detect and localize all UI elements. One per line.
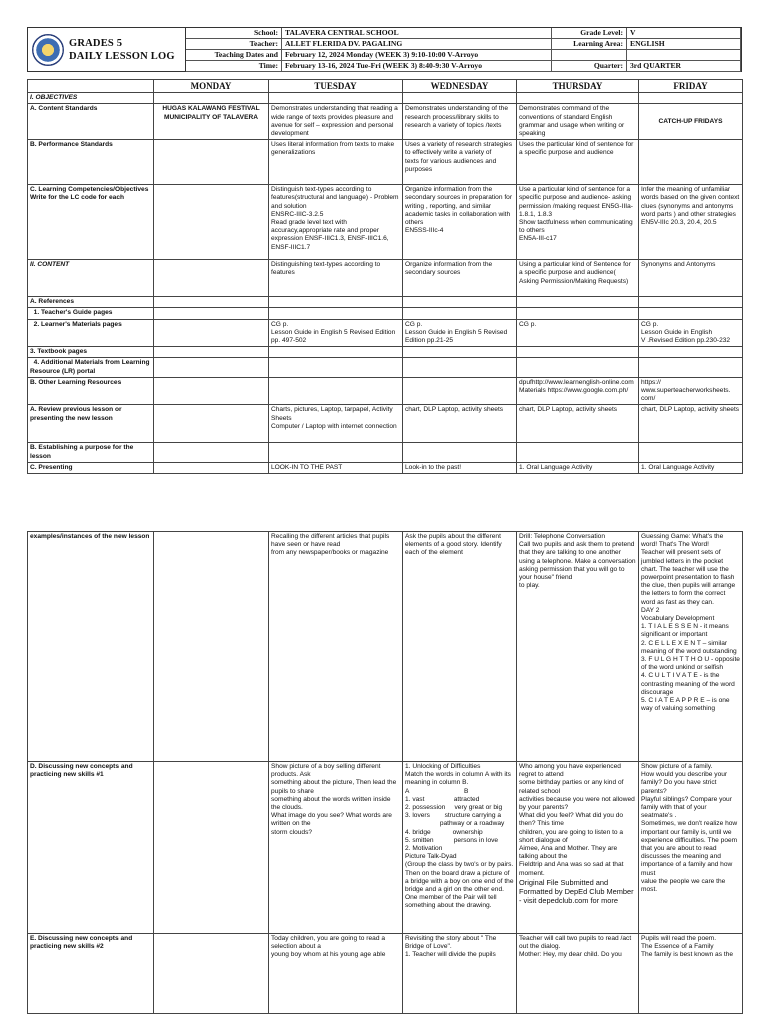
cell-monday [154,762,269,934]
cell-friday [639,347,743,358]
cell-tuesday [269,308,403,319]
title-log: DAILY LESSON LOG [69,50,175,62]
cell-text: chart, DLP Laptop, activity sheets [405,406,504,414]
cell-text: CG p. Lesson Guide in English 5 Revised Edition pp.21-25 [405,320,508,345]
table-row [28,532,743,762]
cell-thursday [517,93,639,104]
cell-friday [639,762,743,934]
cell-monday [154,319,269,347]
area-value: ENGLISH [627,39,741,50]
cell-text: 1. Oral Language Activity [519,463,593,471]
cell-wednesday [403,762,517,934]
row-label: B. Other Learning Resources [28,377,154,405]
cell-text: 1. Unlocking of Difficulties Match the words in column A with its meaning in column B. A B 1. vast attracted 2. possession very great or big 3. lovers structure carrying a pathway or a roadway 4. bridge ownership 5. smitten persons in love 2. Motivation Picture Talk-Dyad (Group the class by two's or by pairs. Then on the board draw a picture of a bridge with a boy on one end of the bridge and a girl on the other end. One member of the Pair will tell something about the drawing. [405,763,514,910]
row-label: 4. Additional Materials from Learning Resource (LR) portal [28,358,154,377]
cell-text: Who among you have experienced regret to attend some birthday parties or any kind of related school activities because you were not allowed by your parents? What did you feel? What did you do then? This time children, you are going to listen to a short dialogue of Aimee, Ana and Mother. They are talking about the Fieldtrip and Ana was so sad at that moment. [519,763,635,877]
cell-text: Charts, pictures, Laptop, tarpapel, Activity Sheets Computer / Laptop with internet connection [271,406,397,430]
cell-friday [639,377,743,405]
day-header-tuesday: TUESDAY [269,80,403,93]
cell-monday [154,462,269,473]
table-row [28,405,743,443]
lesson-table-page1 [27,79,743,474]
area-label: Learning Area: [552,39,627,50]
table-row [28,377,743,405]
school-label: School: [186,28,282,39]
table-row [28,185,743,260]
table-row [28,308,743,319]
table-row [28,462,743,473]
cell-wednesday [403,377,517,405]
row-label: B. Performance Standards [28,140,154,185]
grade-value: V [627,28,741,39]
cell-thursday [517,462,639,473]
cell-monday [154,140,269,185]
dates-label: Teaching Dates and [186,50,282,61]
cell-friday [639,443,743,462]
cell-wednesday [403,462,517,473]
cell-tuesday [269,762,403,934]
cell-wednesday [403,405,517,443]
header-branding [28,28,186,71]
cell-thursday [517,185,639,260]
cell-thursday [517,140,639,185]
day-header-row [28,80,743,93]
row-label: D. Discussing new concepts and practicing new skills #1 [28,762,154,934]
cell-friday [639,532,743,762]
cell-tuesday [269,104,403,140]
day-header-wednesday: WEDNESDAY [403,80,517,93]
cell-tuesday [269,260,403,297]
cell-thursday [517,104,639,140]
cell-tuesday [269,93,403,104]
table-row [28,934,743,1014]
row-label: B. Establishing a purpose for the lesson [28,443,154,462]
log-title [69,37,175,63]
row-label: I. OBJECTIVES [28,93,154,104]
table-row [28,140,743,185]
time-value: February 13-16, 2024 Tue-Fri (WEEK 3) 8:40-9:30 V-Arroyo [282,61,552,72]
row-label: 2. Learner's Materials pages [28,319,154,347]
cell-wednesday [403,140,517,185]
cell-friday [639,462,743,473]
cell-thursday [517,762,639,934]
lesson-table-page2 [27,531,743,1014]
cell-friday [639,185,743,260]
cell-text: Use a particular kind of sentence for a specific purpose and audience- asking permission /making request EN5G-IIIa-1.8.1, 1.8.3 Show tactfulness when communicating to others EN5A-III-c17 [519,186,633,243]
school-value: TALAVERA CENTRAL SCHOOL [282,28,552,39]
table-row [28,443,743,462]
cell-text: HUGAS KALAWANG FESTIVAL MUNICIPALITY OF TALAVERA [162,105,260,121]
cell-text: Organize information from the secondary sources in preparation for writing , reporting, and similar academic tasks in collaboration with others EN5SS-IIIc-4 [405,186,513,235]
cell-text: Revisiting the story about " The Bridge of Love". 1. Teacher will divide the pupils [405,935,497,959]
cell-wednesday [403,347,517,358]
cell-wednesday [403,308,517,319]
cell-text: LOOK-IN TO THE PAST [271,463,343,471]
cell-tuesday [269,443,403,462]
quarter-value: 3rd QUARTER [627,61,741,72]
cell-monday [154,185,269,260]
cell-friday [639,405,743,443]
cell-text: CG p. Lesson Guide in English V .Revised Edition pp.230-232 [641,320,731,345]
table-row [28,104,743,140]
cell-thursday [517,443,639,462]
row-label: C. Presenting [28,462,154,473]
cell-text: Demonstrates command of the conventions of standard English grammar and usage when writing or speaking [519,105,627,138]
cell-wednesday [403,297,517,308]
cell-tuesday [269,140,403,185]
time-label: Time: [186,61,282,72]
cell-tuesday [269,377,403,405]
blank-label [552,50,627,61]
row-label: A. Review previous lesson or presenting the new lesson [28,405,154,443]
row-label: 3. Textbook pages [28,347,154,358]
cell-text: Organize information from the secondary sources [405,261,495,277]
cell-text: Uses the particular kind of sentence for a specific purpose and audience [519,141,636,157]
cell-text: CG p. [519,320,537,328]
cell-wednesday [403,260,517,297]
title-grade: GRADES 5 [69,37,123,49]
cell-monday [154,934,269,1014]
cell-text: Using a particular kind of Sentence for a specific purpose and audience( Asking Permission/Making Requests) [519,261,633,285]
cell-thursday [517,319,639,347]
day-header-friday: FRIDAY [639,80,743,93]
table-row [28,319,743,347]
quarter-label: Quarter: [552,61,627,72]
table-row [28,297,743,308]
cell-monday [154,104,269,140]
cell-text: chart, DLP Laptop, activity sheets [641,406,740,414]
cell-monday [154,377,269,405]
cell-wednesday [403,319,517,347]
cell-text: CG p. Lesson Guide in English 5 Revised Edition pp. 497-502 [271,320,396,345]
blank-value [627,50,741,61]
row-label: II. CONTENT [28,260,154,297]
cell-text: Demonstrates understanding of the research process/library skills to research a variety of topics /texts [405,105,510,129]
table-row [28,358,743,377]
cell-friday [639,104,743,140]
cell-monday [154,443,269,462]
cell-wednesday [403,104,517,140]
cell-friday [639,140,743,185]
cell-text: CATCH-UP FRIDAYS [658,117,723,125]
table-row [28,93,743,104]
cell-wednesday [403,934,517,1014]
dates-value: February 12, 2024 Monday (WEEK 3) 9:10-10:00 V-Arroyo [282,50,552,61]
cell-tuesday [269,405,403,443]
table-row [28,260,743,297]
corner-cell [28,80,154,93]
cell-tuesday [269,934,403,1014]
cell-monday [154,308,269,319]
cell-tuesday [269,297,403,308]
cell-text: Distinguishing text-types according to features [271,261,383,277]
cell-friday [639,308,743,319]
cell-wednesday [403,185,517,260]
row-label: C. Learning Competencies/Objectives Write for the LC code for each [28,185,154,260]
header-info-grid [186,28,741,71]
cell-text: Teacher will call two pupils to read /act out the dialog. Mother: Hey, my dear child. Do you [519,935,632,959]
depedclub-credit: Original File Submitted and Formatted by DepEd Club Member - visit depedclub.com for more [519,877,636,906]
teacher-label: Teacher: [186,39,282,50]
cell-friday [639,358,743,377]
cell-tuesday [269,358,403,377]
cell-monday [154,405,269,443]
cell-wednesday [403,443,517,462]
cell-text: Show picture of a boy selling different products. Ask something about the picture, Then lead the pupils to share something about the words written inside the clouds. What image do you see? What words are written on the storm clouds? [271,763,397,836]
cell-thursday [517,934,639,1014]
cell-tuesday [269,185,403,260]
cell-thursday [517,532,639,762]
cell-text: Look-in to the past! [405,463,462,471]
cell-text: Recalling the different articles that pupils have seen or have read from any newspaper/books or magazine [271,533,390,557]
cell-text: Today children, you are going to read a selection about a young boy whom at his young age able [271,935,386,959]
table-row [28,762,743,934]
cell-thursday [517,405,639,443]
cell-text: Uses a variety of research strategies to effectively write a variety of texts for various audiences and purposes [405,141,513,173]
cell-monday [154,358,269,377]
cell-monday [154,260,269,297]
cell-friday [639,93,743,104]
cell-text: Ask the pupils about the different elements of a good story. Identify each of the element [405,533,504,557]
cell-monday [154,297,269,308]
teacher-value: ALLET FLERIDA DV. PAGALING [282,39,552,50]
day-header-thursday: THURSDAY [517,80,639,93]
cell-text: Demonstrates understanding that reading a wide range of texts provides pleasure and avenue for self – expression and personal development [271,105,400,138]
cell-friday [639,260,743,297]
cell-thursday [517,358,639,377]
cell-text: 1. Oral Language Activity [641,463,715,471]
cell-text: Show picture of a family. How would you describe your family? Do you have strict parents? Playful siblings? Compare your family with that of your seatmate's . Sometimes, we don't realize how important our family is, until we experience difficulties. The poem that you are about to read discusses the meaning and importance of a family and how must value the people we care the most. [641,763,738,894]
cell-friday [639,297,743,308]
cell-thursday [517,260,639,297]
cell-wednesday [403,93,517,104]
cell-text: dpufhttp://www.learnenglish-online.com Materials https://www.google.com.ph/ [519,378,636,395]
cell-tuesday [269,462,403,473]
cell-wednesday [403,532,517,762]
row-label: E. Discussing new concepts and practicing new skills #2 [28,934,154,1014]
cell-text: Drill: Telephone Conversation Call two pupils and ask them to pretend that they are talking to one another using a telephone. Make a conversation asking permission that you will go to your house" friend to play. [519,533,636,590]
row-label: A. Content Standards [28,104,154,140]
row-label: 1. Teacher's Guide pages [28,308,154,319]
cell-thursday [517,377,639,405]
cell-text: Synonyms and Antonyms [641,261,716,269]
cell-thursday [517,297,639,308]
log-header [27,27,742,72]
cell-monday [154,347,269,358]
cell-wednesday [403,358,517,377]
table-row [28,347,743,358]
cell-text: Uses literal information from texts to make generalizations [271,141,396,157]
deped-seal-icon [32,34,64,66]
day-header-monday: MONDAY [154,80,269,93]
cell-text: Distinguish text-types according to features(structural and language) - Problem and solution ENSRC-IIIC-3.2.5 Read grade level text with accuracy,appropriate rate and proper expression ENSF-IIIC1.3, ENSF-IIIC1.6, ENSF-IIIC1.7 [271,186,399,251]
cell-text: chart, DLP Laptop, activity sheets [519,406,618,414]
cell-text: https:// www.superteacherworksheets. com/ [641,378,731,403]
cell-monday [154,93,269,104]
cell-thursday [517,347,639,358]
cell-friday [639,319,743,347]
cell-tuesday [269,347,403,358]
grade-label: Grade Level: [552,28,627,39]
cell-text: Pupils will read the poem. The Essence of a Family The family is best known as the [641,935,733,959]
cell-monday [154,532,269,762]
cell-tuesday [269,532,403,762]
cell-thursday [517,308,639,319]
cell-friday [639,934,743,1014]
row-label: A. References [28,297,154,308]
cell-text: Infer the meaning of unfamiliar words based on the given context clues (synonyms and antonyms word parts ) and other strategies EN5V-IIIc 20.3, 20.4, 20.5 [641,186,740,227]
cell-tuesday [269,319,403,347]
row-label: examples/instances of the new lesson [28,532,154,762]
cell-text: Guessing Game: What's the word! That's The Word! Teacher will present sets of jumbled letters in the pocket chart. The teacher will use the powerpoint presentation to flash the clue, then pupils will arrange the letters to form the correct word as fast as they can. DAY 2 Vocabulary Development 1. T I A L E S S E N - it means significant or important 2. C E L L E X E N T – similar meaning of the word outstanding 3. F U L G H T T H O U - opposite of the word unkind or selfish 4. C U L T I V A T E - is the contrasting meaning of the word discourage 5. C I A T E A P P R E – is one way of valuing something [641,533,740,713]
